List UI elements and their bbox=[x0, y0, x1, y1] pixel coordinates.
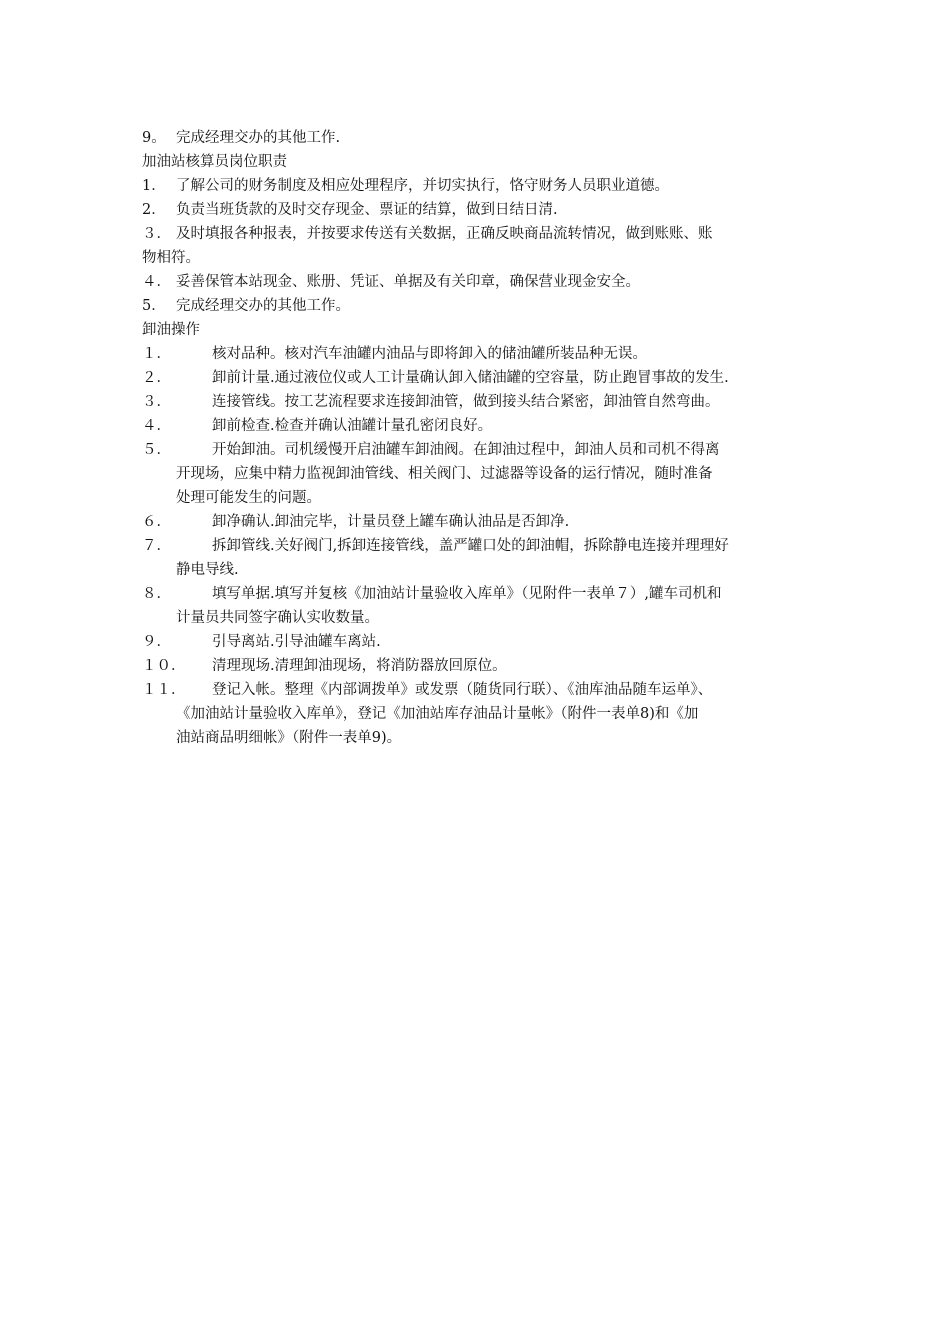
item-text: 登记入帐。整理《内部调拨单》或发票（随货同行联）、《油库油品随车运单》、 bbox=[212, 682, 713, 698]
list-item bbox=[142, 366, 822, 390]
item-text: 引导离站.引导油罐车离站. bbox=[212, 634, 381, 650]
item-number: ８． bbox=[142, 586, 171, 602]
item-number: １． bbox=[142, 346, 171, 362]
item-continuation: 计量员共同签字确认实收数量。 bbox=[176, 610, 379, 626]
item-number: １０． bbox=[142, 658, 186, 674]
list-item bbox=[142, 510, 822, 534]
item-number: ７． bbox=[142, 538, 171, 554]
item-text: 填写单据.填写并复核《加油站计量验收入库单》（见附件一表单７）,罐车司机和 bbox=[212, 586, 722, 602]
list-item bbox=[142, 630, 822, 654]
item-number: ５． bbox=[142, 442, 171, 458]
item-text: 拆卸管线.关好阀门,拆卸连接管线，盖严罐口处的卸油帽，拆除静电连接并理理好 bbox=[212, 538, 729, 554]
item-text: 开始卸油。司机缓慢开启油罐车卸油阀。在卸油过程中，卸油人员和司机不得离 bbox=[212, 442, 720, 458]
item-text: 完成经理交办的其他工作. bbox=[176, 130, 341, 146]
list-item bbox=[142, 294, 822, 318]
item-number: １１． bbox=[142, 682, 186, 698]
item-text: 清理现场.清理卸油现场，将消防器放回原位。 bbox=[212, 658, 507, 674]
item-text: 卸前计量.通过液位仪或人工计量确认卸入储油罐的空容量，防止跑冒事故的发生. bbox=[212, 370, 729, 386]
list-item bbox=[142, 390, 822, 414]
item-continuation: 油站商品明细帐》（附件一表单9)。 bbox=[176, 730, 402, 746]
item-number: 1． bbox=[142, 178, 166, 194]
intro-item bbox=[142, 126, 822, 150]
document-body bbox=[142, 126, 822, 750]
list-item bbox=[142, 270, 822, 294]
item-number: ６． bbox=[142, 514, 171, 530]
item-text: 及时填报各种报表，并按要求传送有关数据，正确反映商品流转情况，做到账账、账 bbox=[176, 226, 713, 242]
item-continuation: 静电导线. bbox=[176, 562, 239, 578]
list-item bbox=[142, 534, 822, 558]
item-number: ２． bbox=[142, 370, 171, 386]
list-item bbox=[142, 414, 822, 438]
item-continuation: 开现场，应集中精力监视卸油管线、相关阀门、过滤器等设备的运行情况，随时准备 bbox=[176, 466, 713, 482]
item-continuation: 《加油站计量验收入库单》，登记《加油站库存油品计量帐》（附件一表单8)和《加 bbox=[176, 706, 699, 722]
item-number: 9。 bbox=[142, 130, 166, 146]
list-item bbox=[142, 582, 822, 606]
item-number: ３． bbox=[142, 226, 171, 242]
list-item bbox=[142, 438, 822, 462]
item-continuation: 处理可能发生的问题。 bbox=[176, 490, 321, 506]
item-text: 妥善保管本站现金、账册、凭证、单据及有关印章，确保营业现金安全。 bbox=[176, 274, 640, 290]
item-text: 核对品种。核对汽车油罐内油品与即将卸入的储油罐所装品种无误。 bbox=[212, 346, 647, 362]
list-item bbox=[142, 678, 822, 702]
list-item bbox=[142, 654, 822, 678]
item-text: 了解公司的财务制度及相应处理程序，并切实执行，恪守财务人员职业道德。 bbox=[176, 178, 669, 194]
item-text: 卸净确认.卸油完毕，计量员登上罐车确认油品是否卸净. bbox=[212, 514, 570, 530]
item-number: 5． bbox=[142, 298, 166, 314]
item-continuation: 物相符。 bbox=[142, 250, 200, 266]
list-item bbox=[142, 174, 822, 198]
item-number: ４． bbox=[142, 418, 171, 434]
item-text: 连接管线。按工艺流程要求连接卸油管，做到接头结合紧密，卸油管自然弯曲。 bbox=[212, 394, 720, 410]
item-number: ９． bbox=[142, 634, 171, 650]
list-item bbox=[142, 198, 822, 222]
item-text: 卸前检查.检查并确认油罐计量孔密闭良好。 bbox=[212, 418, 493, 434]
item-text: 负责当班货款的及时交存现金、票证的结算，做到日结日清. bbox=[176, 202, 558, 218]
list-item bbox=[142, 222, 822, 246]
section-heading-unloading: 卸油操作 bbox=[142, 322, 200, 338]
item-number: ４． bbox=[142, 274, 171, 290]
item-text: 完成经理交办的其他工作。 bbox=[176, 298, 350, 314]
section-heading-accountant: 加油站核算员岗位职责 bbox=[142, 154, 287, 170]
item-number: ３． bbox=[142, 394, 171, 410]
list-item bbox=[142, 342, 822, 366]
item-number: 2． bbox=[142, 202, 166, 218]
